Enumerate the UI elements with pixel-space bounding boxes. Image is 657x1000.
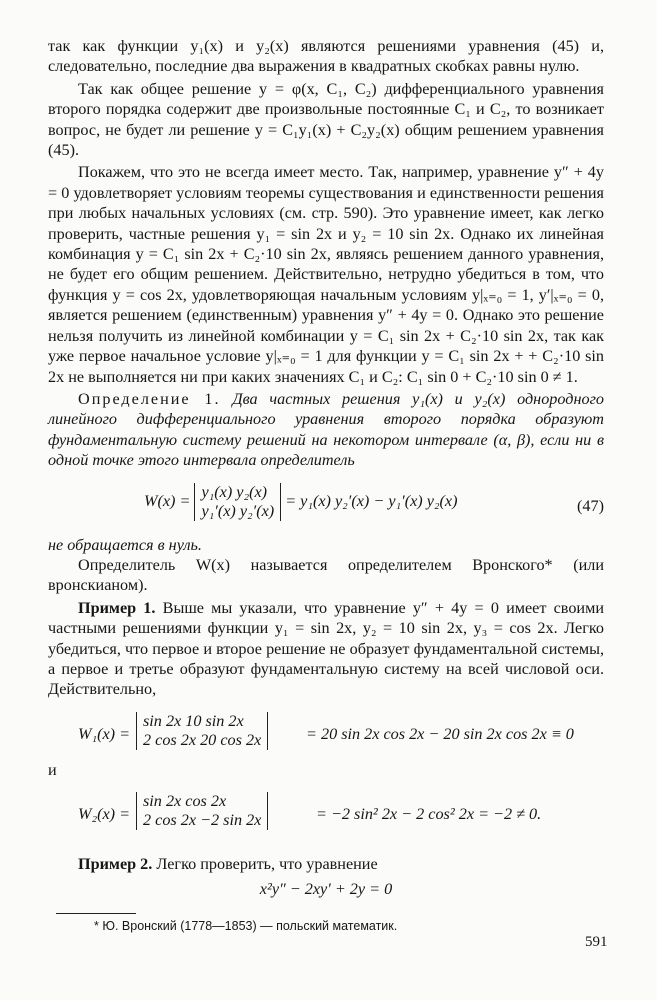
definition-end: не обращается в нуль. bbox=[48, 535, 202, 554]
w1-row-2: 2 cos 2x 20 cos 2x bbox=[143, 730, 262, 749]
definition-text: Два частных решения y₁(x) и y₂(x) однородного линейного дифференциального уравнения второго порядка образуют фундаментальную систему решений на некотором интервале (α, β), если ни в одной точке этого интервала определитель bbox=[48, 389, 604, 470]
w1-lhs: W₁(x) = bbox=[78, 724, 131, 743]
eq47-row-1: y₁(x) y₂(x) bbox=[201, 482, 268, 501]
w2-row-1: sin 2x cos 2x bbox=[143, 792, 227, 811]
definition-heading: Определение 1. bbox=[78, 389, 221, 408]
example-1-text: Выше мы указали, что уравнение y″ + 4y = 0 имеет своими частными решениями функции y₁ = sin 2x, y₂ = 10 sin 2x, y₃ = cos 2x. Легко убедиться, что первое и второе решение не образует фундаментальной системы, а первое и третье образуют фундаментальную систему на всей числовой оси. Действительно, bbox=[48, 598, 604, 699]
example-2-text: Легко проверить, что уравнение bbox=[156, 855, 378, 874]
example-2-label: Пример 2. bbox=[78, 855, 153, 874]
w2-determinant bbox=[136, 792, 268, 830]
footnote-rule bbox=[56, 913, 136, 914]
w1-equation bbox=[48, 710, 604, 760]
w2-rhs: = −2 sin² 2x − 2 cos² 2x = −2 ≠ 0. bbox=[316, 805, 542, 824]
example-2 bbox=[48, 854, 604, 874]
footnote: * Ю. Вронский (1778—1853) — польский математик. bbox=[94, 919, 398, 933]
equation-number: (47) bbox=[577, 496, 604, 515]
example-2-equation: x²y″ − 2xy′ + 2y = 0 bbox=[259, 879, 393, 898]
paragraph-1: так как функции y₁(x) и y₂(x) являются решениями уравнения (45) и, следовательно, последние два выражения в квадратных скобках равны нулю. bbox=[48, 37, 604, 76]
page-number: 591 bbox=[585, 934, 608, 950]
page-body bbox=[48, 36, 604, 934]
eq47-rhs: = y₁(x) y₂′(x) − y₁′(x) y₂(x) bbox=[285, 492, 458, 511]
eq47-determinant bbox=[194, 483, 281, 521]
w1-determinant bbox=[136, 712, 268, 750]
eq47-lhs: W(x) = bbox=[144, 492, 191, 511]
w2-lhs: W₂(x) = bbox=[78, 805, 131, 824]
paragraph-2: Так как общее решение y = φ(x, C₁, C₂) дифференциального уравнения второго порядка содержит две произвольные постоянные C₁ и C₂, то возникает вопрос, не будет ли решение y = C₁y₁(x) + C₂y₂(x) общим решением уравнения (45). bbox=[48, 79, 604, 160]
example-1-label: Пример 1. bbox=[78, 598, 156, 617]
eq47-row-2: y₁′(x) y₂′(x) bbox=[201, 501, 275, 520]
w1-row-1: sin 2x 10 sin 2x bbox=[143, 711, 244, 730]
definition-1 bbox=[48, 389, 604, 471]
example-1 bbox=[48, 598, 604, 700]
w1-rhs: = 20 sin 2x cos 2x − 20 sin 2x cos 2x ≡ 0 bbox=[306, 724, 574, 743]
equation-47 bbox=[48, 483, 604, 529]
wronskian-paragraph: Определитель W(x) называется определителем Вронского* (или вронскианом). bbox=[48, 555, 604, 595]
conjunction: и bbox=[48, 760, 57, 779]
w2-equation bbox=[48, 790, 604, 840]
w2-row-2: 2 cos 2x −2 sin 2x bbox=[143, 811, 262, 830]
paragraph-3: Покажем, что это не всегда имеет место. Так, например, уравнение y″ + 4y = 0 удовлетворяет условиям теоремы существования и единственности решения при любых начальных условиях (см. стр. 590). Это уравнение имеет, как легко проверить, частные решения y₁ = sin 2x и y₂ = 10 sin 2x. Однако их линейная комбинация y = C₁ sin 2x + C₂·10 sin 2x, являясь решением данного уравнения, не будет его общим решением. Действительно, нетрудно убедиться в том, что функция y = cos 2x, удовлетворяющая начальным условиям y|ₓ₌₀ = 1, y′|ₓ₌₀ = 0, является решением (единственным) уравнения y″ + 4y = 0. Однако это решение нельзя получить из линейной комбинации y = C₁ sin 2x + C₂·10 sin 2x, так как уже первое начальное условие y|ₓ₌₀ = 1 для функции y = C₁ sin 2x + + C₂·10 sin 2x не выполняется ни при каких значениях C₁ и C₂: C₁ sin 0 + C₂·10 sin 0 ≠ 1. bbox=[48, 163, 604, 386]
